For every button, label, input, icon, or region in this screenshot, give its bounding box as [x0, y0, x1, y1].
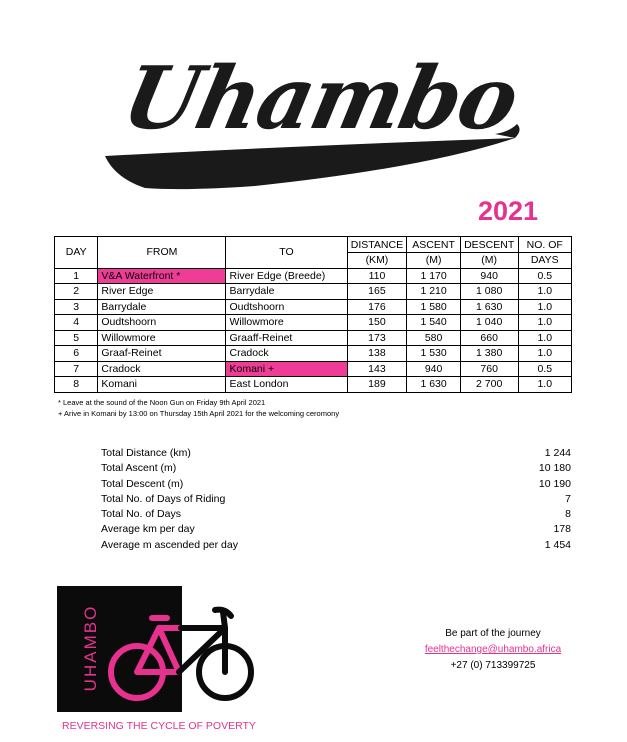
table-row	[55, 268, 572, 284]
cell-ascent: 580	[407, 330, 460, 346]
route-table	[54, 236, 572, 393]
cell-distance: 176	[347, 299, 407, 315]
cell-to: River Edge (Breede)	[226, 268, 347, 284]
cell-to: Barrydale	[226, 284, 347, 300]
cell-ascent: 1 210	[407, 284, 460, 300]
cell-to: Cradock	[226, 346, 347, 362]
cell-from: Graaf-Reinet	[98, 346, 226, 362]
table-row	[55, 346, 572, 362]
total-value: 178	[553, 523, 571, 536]
cell-distance: 165	[347, 284, 407, 300]
col-distance: DISTANCE	[347, 237, 407, 253]
cell-distance: 150	[347, 315, 407, 331]
total-value: 7	[565, 492, 571, 505]
cell-descent: 940	[460, 268, 518, 284]
total-label: Total No. of Days of Riding	[101, 492, 226, 505]
cell-ascent: 940	[407, 361, 460, 377]
cell-day: 1	[55, 268, 98, 284]
cell-to: East London	[226, 377, 347, 393]
cell-days: 1.0	[518, 299, 572, 315]
col-day: DAY	[55, 237, 98, 269]
total-row	[101, 477, 571, 492]
logo-text: Uhambo	[114, 48, 526, 149]
cell-days: 1.0	[518, 315, 572, 331]
cell-descent: 1 380	[460, 346, 518, 362]
cell-distance: 143	[347, 361, 407, 377]
cell-to: Graaff-Reinet	[226, 330, 347, 346]
cell-days: 1.0	[518, 346, 572, 362]
total-row	[101, 507, 571, 522]
cell-from: Willowmore	[98, 330, 226, 346]
table-row	[55, 315, 572, 331]
total-row	[101, 446, 571, 461]
total-label: Total Distance (km)	[101, 447, 191, 459]
cell-from: Cradock	[98, 361, 226, 377]
cell-day: 4	[55, 315, 98, 331]
total-label: Average km per day	[101, 523, 195, 536]
email-link[interactable]: feelthechange@uhambo.africa	[424, 644, 562, 655]
total-label: Total Descent (m)	[101, 477, 184, 490]
col-ascent-unit: (M)	[407, 253, 460, 269]
cell-days: 1.0	[518, 284, 572, 300]
total-row	[101, 522, 571, 537]
cell-to: Willowmore	[226, 315, 347, 331]
cell-descent: 660	[460, 330, 518, 346]
col-from: FROM	[98, 237, 226, 269]
contact-block	[408, 626, 578, 674]
cell-distance: 110	[347, 268, 407, 284]
table-row	[55, 284, 572, 300]
cell-days: 0.5	[518, 361, 572, 377]
cell-distance: 189	[347, 377, 407, 393]
cell-descent: 1 630	[460, 299, 518, 315]
table-row	[55, 330, 572, 346]
cell-day: 7	[55, 361, 98, 377]
total-row	[101, 461, 571, 476]
col-days-unit: DAYS	[518, 253, 572, 269]
cell-day: 8	[55, 377, 98, 393]
cell-ascent: 1 530	[407, 346, 460, 362]
totals-summary	[101, 446, 571, 553]
total-label: Total No. of Days	[101, 508, 181, 521]
col-descent: DESCENT	[460, 237, 518, 253]
cell-descent: 1 040	[460, 315, 518, 331]
cell-from: Oudtshoorn	[98, 315, 226, 331]
cell-from: River Edge	[98, 284, 226, 300]
total-label: Total Ascent (m)	[101, 462, 177, 475]
uhambo-logo	[95, 28, 535, 198]
cell-days: 1.0	[518, 377, 572, 393]
cell-to: Komani +	[226, 361, 347, 377]
table-row	[55, 299, 572, 315]
table-row	[55, 377, 572, 393]
cell-to: Oudtshoorn	[226, 299, 347, 315]
brand-wordmark: UHAMBO	[81, 604, 100, 692]
cell-day: 2	[55, 284, 98, 300]
cell-from: V&A Waterfront *	[98, 268, 226, 284]
cell-day: 6	[55, 346, 98, 362]
year-heading: 2021	[478, 196, 539, 226]
cell-ascent: 1 580	[407, 299, 460, 315]
total-value: 1 244	[544, 447, 571, 459]
phone-number: +27 (0) 713399725	[450, 660, 536, 671]
col-ascent: ASCENT	[407, 237, 460, 253]
cell-ascent: 1 170	[407, 268, 460, 284]
total-value: 1 454	[544, 538, 571, 551]
table-row	[55, 361, 572, 377]
cell-from: Barrydale	[98, 299, 226, 315]
tagline: REVERSING THE CYCLE OF POVERTY	[62, 720, 256, 732]
cell-days: 1.0	[518, 330, 572, 346]
total-row	[101, 492, 571, 507]
cell-descent: 2 700	[460, 377, 518, 393]
cell-day: 5	[55, 330, 98, 346]
cell-descent: 1 080	[460, 284, 518, 300]
col-days: NO. OF	[518, 237, 572, 253]
total-value: 8	[565, 508, 571, 521]
col-to: TO	[226, 237, 347, 269]
footnote-arrival: + Arive in Komani by 13:00 on Thursday 15th April 2021 for the welcoming ceromony	[58, 409, 340, 418]
col-descent-unit: (M)	[460, 253, 518, 269]
cell-descent: 760	[460, 361, 518, 377]
total-value: 10 180	[538, 462, 571, 475]
total-value: 10 190	[538, 477, 571, 490]
cell-ascent: 1 630	[407, 377, 460, 393]
col-distance-unit: (KM)	[347, 253, 407, 269]
total-row	[101, 538, 571, 553]
cell-day: 3	[55, 299, 98, 315]
cell-distance: 138	[347, 346, 407, 362]
bicycle-icon	[97, 598, 267, 708]
cell-from: Komani	[98, 377, 226, 393]
contact-intro: Be part of the journey	[445, 628, 541, 639]
cell-distance: 173	[347, 330, 407, 346]
total-label: Average m ascended per day	[101, 538, 238, 551]
footnote-start: * Leave at the sound of the Noon Gun on Friday 9th April 2021	[58, 398, 266, 407]
footnotes	[58, 397, 339, 419]
cell-ascent: 1 540	[407, 315, 460, 331]
cell-days: 0.5	[518, 268, 572, 284]
